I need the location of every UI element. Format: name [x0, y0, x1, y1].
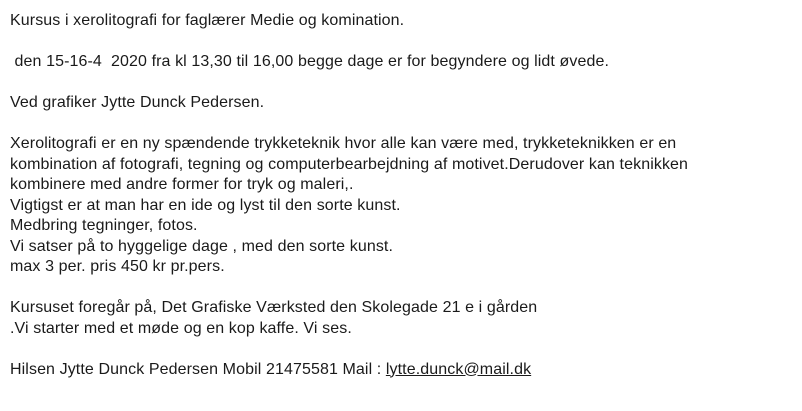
text-line: .Vi starter med et møde og en kop kaffe. Vi ses.: [10, 319, 352, 337]
signature-line: [10, 360, 792, 381]
paragraph-instructor: [10, 93, 792, 114]
paragraph-description: [10, 134, 792, 278]
text-line: den 15-16-4 2020 fra kl 13,30 til 16,00 begge dage er for begyndere og lidt øvede.: [10, 53, 610, 70]
text-line: Xerolitografi er en ny spændende trykketeknik hvor alle kan være med, trykketeknikken er en: [10, 135, 677, 152]
email-link[interactable]: lytte.dunck@mail.dk: [385, 360, 532, 378]
text-line: Vi satser på to hyggelige dage , med den sorte kunst.: [10, 237, 394, 255]
text-line: Vigtigst er at man har en ide og lyst til den sorte kunst.: [10, 196, 401, 214]
text-line: Medbring tegninger, fotos.: [10, 217, 198, 234]
paragraph-title: [10, 11, 792, 32]
signature-text: Hilsen Jytte Dunck Pedersen Mobil 21475581 Mail :: [10, 360, 386, 378]
text-line: kombinere med andre former for tryk og maleri,.: [10, 176, 354, 193]
text-line: max 3 per. pris 450 kr pr.pers.: [10, 258, 225, 275]
text-line: Kursus i xerolitografi for faglærer Medie og komination.: [10, 12, 405, 29]
paragraph-signature: [10, 360, 792, 381]
paragraph-date: [10, 52, 792, 73]
text-line: kombination af fotografi, tegning og computerbearbejdning af motivet.Derudover kan teknikken: [10, 155, 689, 173]
text-line: Ved grafiker Jytte Dunck Pedersen.: [10, 94, 265, 111]
paragraph-location: [10, 298, 792, 339]
text-line: Kursuset foregår på, Det Grafiske Værksted den Skolegade 21 e i gården: [10, 299, 538, 316]
